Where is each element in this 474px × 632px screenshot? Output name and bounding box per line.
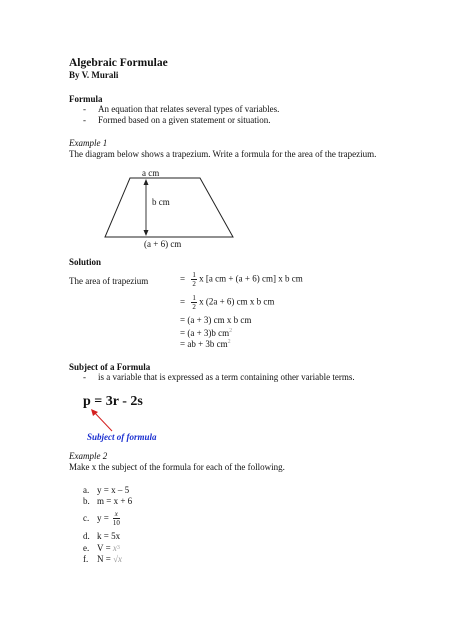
formula-display: p = 3r - 2s <box>83 394 143 409</box>
subject-annotation: Subject of formula <box>87 432 157 442</box>
bullet-item: - An equation that relates several types of variables. <box>83 104 280 114</box>
example2-item-f: f. N = √x <box>83 554 123 564</box>
subject-bullet: - is a variable that is expressed as a term containing other variable terms. <box>83 372 355 382</box>
solution-lhs: The area of trapezium <box>69 276 149 286</box>
example2-item-e: e. V = x 3 <box>83 543 120 553</box>
example2-item-b: b. m = x + 6 <box>83 496 133 506</box>
trapezium-top-label: a cm <box>142 168 160 178</box>
author-line: By V. Murali <box>69 70 119 80</box>
solution-heading: Solution <box>69 257 102 267</box>
solution-step-4: = (a + 3)b $cm^2$ <box>180 328 233 338</box>
formula-bullets <box>69 104 279 126</box>
formula-heading: Formula <box>69 94 103 104</box>
subject-heading: Subject of a Formula <box>69 362 151 372</box>
example2-item-d: d. k = 5x <box>83 531 121 541</box>
page-title: Algebraic Formulae <box>69 57 168 69</box>
solution-step-3: = (a + 3) cm x b cm <box>180 315 252 325</box>
example1-prompt: The diagram below shows a trapezium. Write a formula for the area of the trapezium. <box>69 149 377 159</box>
trapezium-bottom-label: (a + 6) cm <box>144 239 182 249</box>
bullet-item: - Formed based on a given statement or situation. <box>83 115 271 125</box>
example2-item-c: c. y = $\frac{x}{10}$ <box>83 510 120 527</box>
example1-heading: Example 1 <box>69 138 108 148</box>
example2-item-a: a. y = x – 5 <box>83 485 130 495</box>
example2-heading: Example 2 <box>69 451 108 461</box>
example2-prompt: Make x the subject of the formula for each of the following. <box>69 462 285 472</box>
solution-step-5: = ab + 3b $cm^2$ <box>180 339 231 349</box>
solution-step-2: = $\frac{1}{2}$ x (2a + 6) cm x b cm <box>180 294 275 311</box>
trapezium-height-label: b cm <box>152 197 170 207</box>
solution-step-1: = $\frac{1}{2}$ x [a cm + (a + 6) cm] x b cm <box>180 271 303 288</box>
